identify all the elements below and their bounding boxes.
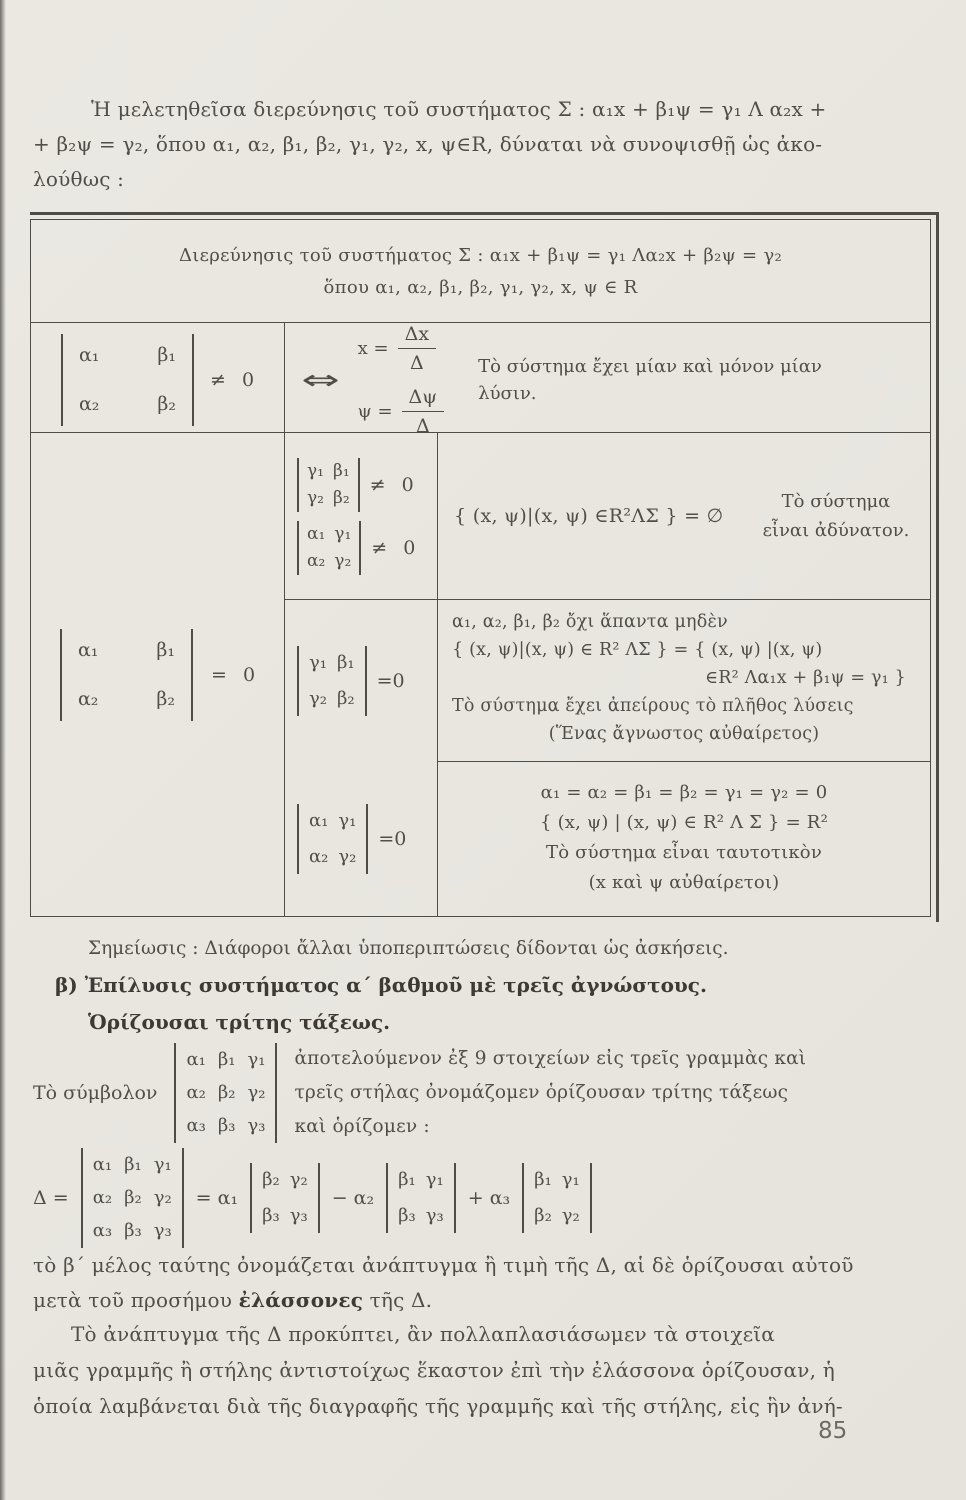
subcase-identity bbox=[285, 762, 930, 916]
scan-binding-edge bbox=[0, 0, 6, 1500]
det-cell: γ₂ bbox=[153, 1187, 172, 1208]
determinant-2x2 bbox=[386, 1163, 456, 1233]
det-cell: α₁ bbox=[77, 638, 99, 661]
det-cell: β₂ bbox=[336, 688, 355, 709]
result-line: Τὸ σύστημα ἔχει ἀπείρους τὸ πλῆθος λύσεις bbox=[452, 696, 854, 716]
det-cell: β₃ bbox=[217, 1115, 236, 1136]
determinant-2x2 bbox=[250, 1163, 320, 1233]
det-cell: β₂ bbox=[156, 687, 175, 710]
det-cell: γ₂ bbox=[309, 688, 327, 709]
det-cell: α₁ bbox=[92, 1154, 113, 1175]
result-line: (x καὶ ψ αὐθαίρετοι) bbox=[588, 872, 780, 893]
set-expression: { (x, ψ)|(x, ψ) ∈R²ΛΣ } = ∅ bbox=[454, 505, 724, 527]
det-cell: β₂ bbox=[332, 487, 350, 508]
row2-subcases bbox=[285, 433, 930, 916]
closing2-line: ὁποία λαμβάνεται διὰ τῆς διαγραφῆς τῆς γραμμῆς καὶ τῆς στήλης, εἰς ἣν ἀνή- bbox=[33, 1394, 843, 1418]
table-header bbox=[31, 220, 930, 323]
symbol-description-line: ἀποτελούμενον ἐξ 9 στοιχείων εἰς τρεῖς γραμμὰς καὶ bbox=[294, 1048, 807, 1069]
subcase2-result bbox=[438, 600, 930, 762]
table-outer-top-rule bbox=[30, 212, 936, 215]
fraction-denominator: Δ bbox=[409, 352, 424, 374]
det-cell: β₁ bbox=[156, 638, 175, 661]
table-title-line1: Διερεύνησις τοῦ συστήματος Σ : α₁x + β₁ψ = γ₁ Λα₂x + β₂ψ = γ₂ bbox=[178, 244, 783, 266]
det-cell: β₁ bbox=[124, 1154, 142, 1175]
fraction-numerator: Δx bbox=[398, 323, 436, 349]
row2-condition-cell bbox=[31, 433, 285, 916]
closing-paragraph-2 bbox=[33, 1316, 933, 1424]
investigation-table bbox=[30, 219, 931, 917]
det-cell: γ₂ bbox=[289, 1169, 308, 1190]
subcase1-conclusion bbox=[760, 487, 912, 545]
subcase3-determinant bbox=[285, 762, 438, 916]
result-line: Τὸ σύστημα εἶναι ταυτοτικὸν bbox=[546, 842, 822, 863]
result-line: α₁ = α₂ = β₁ = β₂ = γ₁ = γ₂ = 0 bbox=[540, 782, 828, 803]
det-cell: γ₁ bbox=[338, 810, 357, 831]
det-cell: β₂ bbox=[124, 1187, 142, 1208]
iff-arrow-icon: ⇔ bbox=[301, 364, 340, 396]
det-cell: β₂ bbox=[262, 1169, 280, 1190]
det-cell: γ₃ bbox=[153, 1220, 172, 1241]
det-line bbox=[297, 521, 437, 575]
relation: ≠ 0 bbox=[210, 369, 255, 391]
closing-paragraph-1 bbox=[33, 1248, 933, 1318]
det-cell: γ₃ bbox=[289, 1205, 308, 1226]
determinant-3x3 bbox=[81, 1148, 184, 1248]
symbol-paragraph bbox=[33, 1042, 806, 1144]
det-cell: γ₂ bbox=[307, 487, 324, 508]
relation: = 0 bbox=[211, 663, 256, 686]
det-cell: α₃ bbox=[92, 1220, 113, 1241]
det-cell: α₂ bbox=[307, 550, 326, 571]
det-cell: α₂ bbox=[309, 846, 329, 867]
conclusion-line: εἶναι ἀδύνατον. bbox=[762, 520, 910, 541]
relation: =0 bbox=[376, 670, 405, 692]
formula-term-sign: = α₁ bbox=[195, 1187, 239, 1209]
fraction-denominator: Δ bbox=[415, 415, 430, 437]
det-cell: γ₁ bbox=[561, 1169, 580, 1190]
det-cell: γ₂ bbox=[561, 1205, 580, 1226]
symbol-description-line: καὶ ὁρίζομεν : bbox=[294, 1116, 430, 1137]
psi-equation bbox=[358, 386, 445, 437]
symbol-description bbox=[294, 1042, 806, 1144]
result-line: { (x, ψ)|(x, ψ) ∈ R² ΛΣ } = { (x, ψ) |(x, ψ) bbox=[452, 640, 823, 660]
det-cell: γ₃ bbox=[425, 1205, 444, 1226]
closing1-line: τὸ β´ μέλος ταύτης ὀνομάζεται ἀνάπτυγμα ἢ τιμὴ τῆς Δ, αἱ δὲ ὁρίζουσαι αὐτοῦ bbox=[33, 1253, 854, 1277]
det-cell: γ₁ bbox=[309, 652, 327, 673]
section-b-heading: β) Ἐπίλυσις συστήματος α´ βαθμοῦ μὲ τρεῖς ἀγνώστους. bbox=[55, 973, 707, 997]
symbol-lead: Τὸ σύμβολον bbox=[33, 1082, 158, 1104]
determinant-2x2 bbox=[60, 629, 193, 721]
closing1-line bbox=[33, 1283, 933, 1318]
det-cell: β₁ bbox=[398, 1169, 416, 1190]
det-cell: α₁ bbox=[186, 1049, 206, 1070]
formula-term-sign: − α₂ bbox=[331, 1187, 375, 1209]
det-line bbox=[297, 458, 437, 512]
subcase1-result bbox=[438, 433, 930, 599]
det-cell: γ₁ bbox=[334, 523, 352, 544]
det-cell: α₂ bbox=[186, 1082, 206, 1103]
det-cell: β₁ bbox=[332, 460, 350, 481]
det-cell: γ₁ bbox=[425, 1169, 444, 1190]
intro-paragraph bbox=[33, 92, 933, 197]
det-cell: β₃ bbox=[124, 1220, 142, 1241]
subcase2-determinant bbox=[285, 600, 438, 762]
result-line: ∈R² Λα₁x + β₁ψ = γ₁ } bbox=[705, 668, 906, 688]
fraction-numerator: Δψ bbox=[402, 386, 445, 412]
determinant-2x2 bbox=[297, 458, 360, 512]
expansion-formula bbox=[33, 1148, 592, 1248]
det-cell: β₁ bbox=[217, 1049, 236, 1070]
intro-line: λούθως : bbox=[33, 167, 125, 191]
det-cell: γ₃ bbox=[247, 1115, 266, 1136]
determinant-2x2 bbox=[297, 804, 368, 874]
relation: =0 bbox=[378, 828, 407, 850]
det-cell: β₁ bbox=[534, 1169, 552, 1190]
intro-line: Ἡ μελετηθεῖσα διερεύνησις τοῦ συστήματος Σ : α₁x + β₁ψ = γ₁ Λ α₂x + bbox=[91, 97, 827, 121]
det-cell: β₁ bbox=[157, 344, 176, 366]
det-cell: γ₁ bbox=[247, 1049, 266, 1070]
formula-term-sign: + α₃ bbox=[467, 1187, 511, 1209]
det-cell: α₂ bbox=[78, 393, 100, 415]
det-cell: γ₁ bbox=[153, 1154, 172, 1175]
relation: ≠ 0 bbox=[369, 473, 414, 496]
determinant-2x2 bbox=[297, 521, 361, 575]
fraction bbox=[398, 323, 436, 374]
row1-conclusion: Τὸ σύστημα ἔχει μίαν καὶ μόνον μίαν λύσιν. bbox=[478, 356, 822, 404]
section-b-subheading: Ὁρίζουσαι τρίτης τάξεως. bbox=[88, 1010, 391, 1034]
det-cell: α₂ bbox=[77, 687, 99, 710]
det-cell: α₁ bbox=[78, 344, 100, 366]
det-cell: β₁ bbox=[336, 652, 355, 673]
table-row-unique-solution bbox=[31, 323, 930, 437]
row1-condition-cell bbox=[31, 323, 285, 437]
eq-lhs: x = bbox=[357, 338, 389, 359]
x-equation bbox=[358, 323, 445, 374]
table-title-line2: ὅπου α₁, α₂, β₁, β₂, γ₁, γ₂, x, ψ ∈ R bbox=[323, 276, 638, 298]
det-cell: β₂ bbox=[217, 1082, 236, 1103]
subcase1-determinants bbox=[285, 433, 438, 599]
det-cell: β₃ bbox=[262, 1205, 280, 1226]
conclusion-line: Τὸ σύστημα bbox=[781, 491, 891, 512]
det-cell: β₃ bbox=[398, 1205, 416, 1226]
det-cell: γ₂ bbox=[247, 1082, 266, 1103]
solution-fractions bbox=[358, 323, 445, 437]
determinant-3x3 bbox=[174, 1043, 277, 1143]
det-cell: α₁ bbox=[309, 810, 329, 831]
subcase-impossible bbox=[285, 433, 930, 600]
fraction bbox=[402, 386, 445, 437]
formula-lhs: Δ = bbox=[33, 1187, 69, 1209]
det-cell: γ₂ bbox=[338, 846, 357, 867]
intro-line: + β₂ψ = γ₂, ὅπου α₁, α₂, β₁, β₂, γ₁, γ₂, x, ψ∈R, δύναται νὰ συνοψισθῇ ὡς ἀκο- bbox=[33, 132, 823, 156]
determinant-2x2 bbox=[61, 334, 194, 426]
closing1-bold-term: ἐλάσσονες bbox=[238, 1288, 364, 1312]
page-number: 85 bbox=[818, 1418, 848, 1444]
note-line: Σημείωσις : Διάφοροι ἄλλαι ὑποπεριπτώσεις δίδονται ὡς ἀσκήσεις. bbox=[88, 938, 729, 959]
closing2-line: μιᾶς γραμμῆς ἢ στήλης ἀντιστοίχως ἕκαστον ἐπὶ τὴν ἐλάσσονα ὁρίζουσαν, ἡ bbox=[33, 1358, 835, 1382]
subcase-infinite bbox=[285, 600, 930, 762]
table-outer-right-rule bbox=[936, 212, 939, 922]
closing1-pre: μετὰ τοῦ προσήμου bbox=[33, 1288, 239, 1312]
table-row-degenerate bbox=[31, 433, 930, 916]
det-cell: α₂ bbox=[92, 1187, 113, 1208]
det-cell: α₁ bbox=[307, 523, 326, 544]
result-line: (Ἕνας ἄγνωστος αὐθαίρετος) bbox=[548, 724, 820, 744]
det-cell: γ₁ bbox=[307, 460, 324, 481]
closing2-line: Τὸ ἀνάπτυγμα τῆς Δ προκύπτει, ἂν πολλαπλασιάσωμεν τὰ στοιχεῖα bbox=[71, 1322, 776, 1346]
eq-lhs: ψ = bbox=[357, 401, 393, 422]
det-cell: α₃ bbox=[186, 1115, 206, 1136]
result-line: α₁, α₂, β₁, β₂ ὄχι ἅπαντα μηδὲν bbox=[452, 612, 728, 632]
determinant-2x2 bbox=[297, 646, 367, 716]
det-cell: β₂ bbox=[534, 1205, 552, 1226]
determinant-2x2 bbox=[522, 1163, 592, 1233]
closing1-post: τῆς Δ. bbox=[363, 1288, 433, 1312]
result-line: { (x, ψ) | (x, ψ) ∈ R² Λ Σ } = R² bbox=[540, 812, 828, 833]
row1-result-cell bbox=[285, 323, 930, 437]
relation: ≠ 0 bbox=[371, 536, 416, 559]
det-cell: γ₂ bbox=[334, 550, 352, 571]
symbol-description-line: τρεῖς στήλας ὀνομάζομεν ὁρίζουσαν τρίτης τάξεως bbox=[294, 1082, 789, 1103]
det-cell: β₂ bbox=[157, 393, 176, 415]
subcase3-result bbox=[438, 762, 930, 916]
